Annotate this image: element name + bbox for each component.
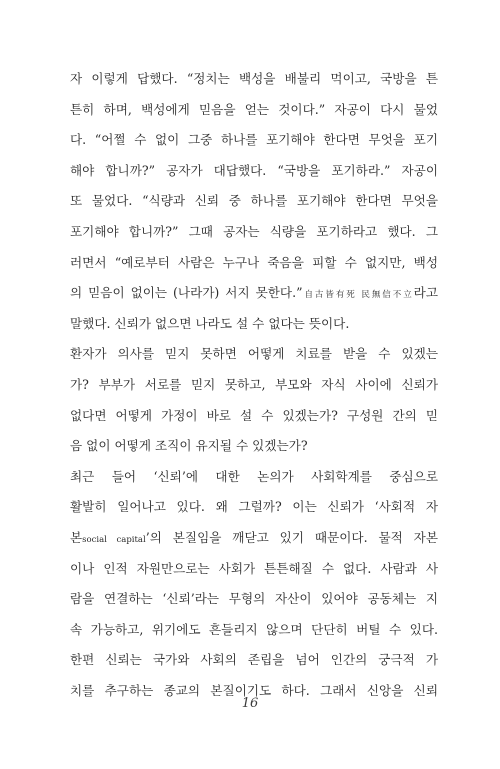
text-line: 활발히 일어나고 있다. 왜 그럴까? 이는 신뢰가 ‘사회적 자: [70, 499, 438, 515]
text-line: 속 가능하고, 위기에도 흔들리지 않으며 단단히 버틸 수 있다.: [70, 621, 438, 637]
text-line: 환자가 의사를 믿지 못하면 어떻게 치료를 받을 수 있겠는: [70, 346, 438, 362]
text-line: 치를 추구하는 종교의 본질이기도 하다. 그래서 신앙을 신뢰: [70, 682, 438, 698]
text-line: 말했다. 신뢰가 없으면 나라도 설 수 없다는 뜻이다.: [70, 315, 350, 331]
text-line: 람을 연결하는 ‘신뢰’라는 무형의 자산이 있어야 공동체는 지: [70, 591, 438, 607]
text-line: 음 없이 어떻게 조직이 유지될 수 있겠는가?: [70, 438, 308, 454]
text-line: 다. “어쩔 수 없이 그중 하나를 포기해야 한다면 무엇을 포기: [70, 132, 438, 148]
text-line: 자 이렇게 답했다. “정치는 백성을 배불리 먹이고, 국방을 튼: [70, 71, 438, 86]
text-line: 러면서 “예로부터 사람은 누구나 죽음을 피할 수 없지만, 백성: [70, 254, 438, 270]
text-line: 이나 인적 자원만으로는 사회가 튼튼해질 수 없다. 사람과 사: [70, 560, 438, 576]
text-line: 없다면 어떻게 가정이 바로 설 수 있겠는가? 구성원 간의 믿: [70, 407, 438, 423]
text-line: 최근 들어 ‘신뢰’에 대한 논의가 사회학계를 중심으로: [70, 468, 438, 484]
text-line: 가? 부부가 서로를 믿지 못하고, 부모와 자식 사이에 신뢰가: [70, 376, 438, 392]
text-line: 한편 신뢰는 국가와 사회의 존립을 넘어 인간의 궁극적 가: [70, 652, 438, 668]
text-line: 튼히 하며, 백성에게 믿음을 얻는 것이다.” 자공이 다시 물었: [70, 101, 438, 117]
text-line: 또 물었다. “식량과 신뢰 중 하나를 포기해야 한다면 무엇을: [70, 193, 438, 209]
text-line: 해야 합니까?” 공자가 대답했다. “국방을 포기하라.” 자공이: [70, 162, 438, 178]
text-line: 의 믿음이 없이는 (나라가) 서지 못한다.”自古皆有死 民無信不立라고: [70, 285, 438, 301]
inline-annotation: 自古皆有死 民無信不立: [302, 290, 414, 301]
body-text: [70, 64, 438, 706]
text-line: 포기해야 합니까?” 그때 공자는 식량을 포기하라고 했다. 그: [70, 223, 438, 239]
text-line: 본social capital’의 본질임을 깨닫고 있기 때문이다. 물적 자본: [70, 529, 438, 545]
inline-annotation: social capital: [82, 534, 146, 545]
page-number: 16: [241, 696, 259, 711]
